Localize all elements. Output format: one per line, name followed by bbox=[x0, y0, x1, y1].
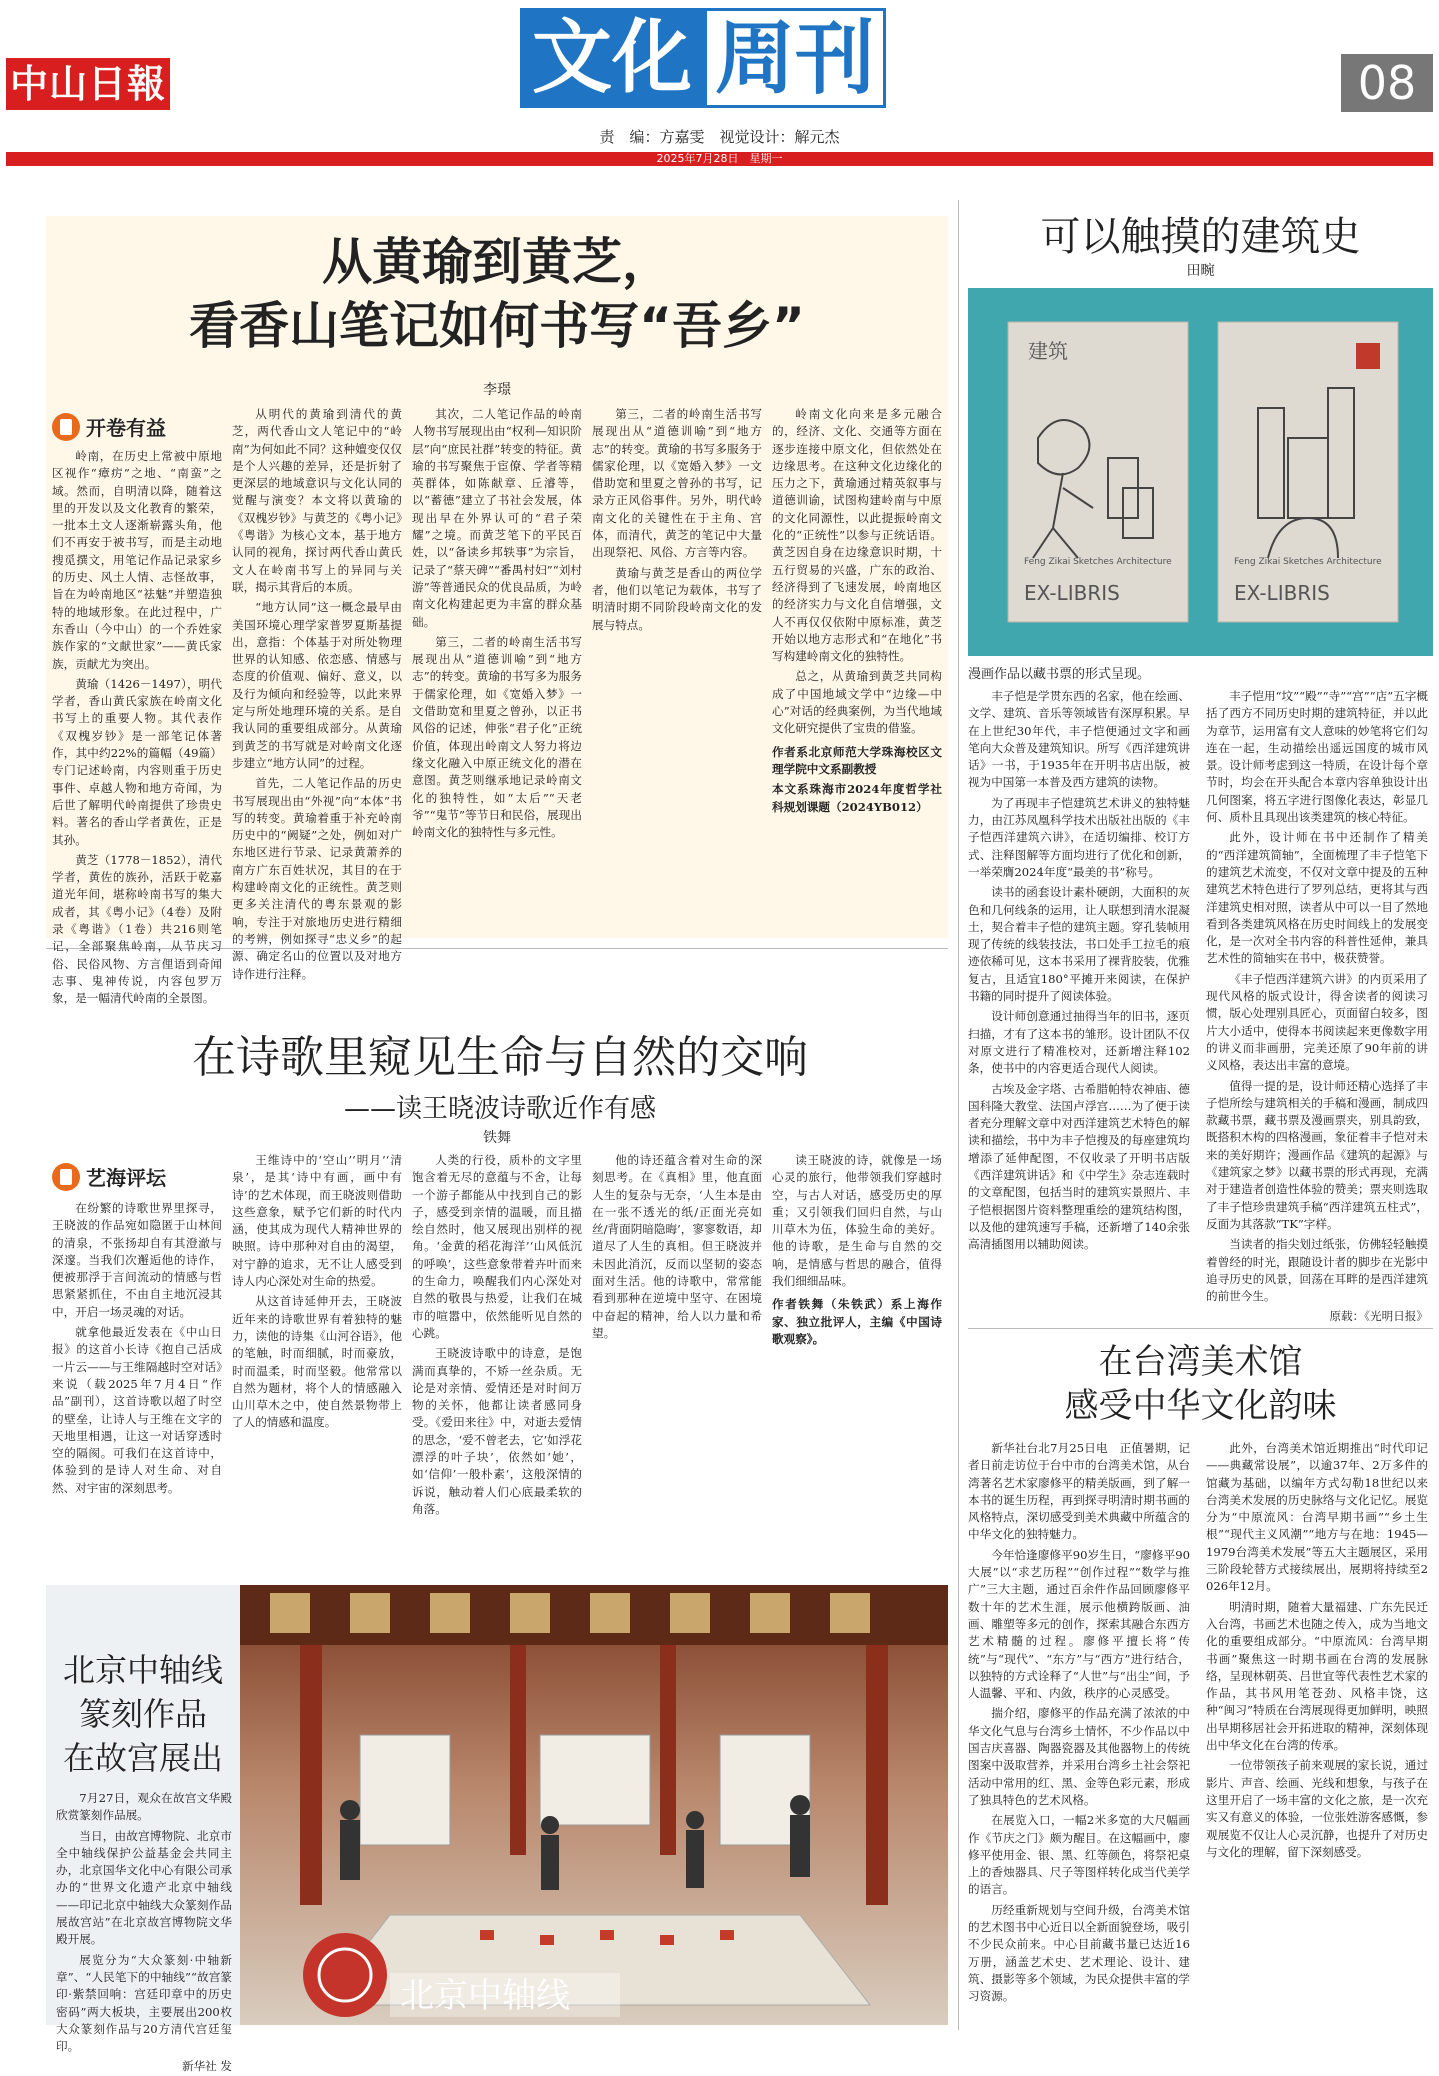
article3-title-line2: 篆刻作品 bbox=[78, 1695, 207, 1733]
paragraph: 王晓波诗歌中的诗意，是饱满而真挚的，不矫一丝杂质。无论是对亲情、爱情还是对时间万物的关怀，他都让读者感同身受。《爱田来往》中，对逝去爱情的思念，‘爱不曾老去，它’如浮花漂浮的叶子块’，依然如‘她’，如‘信仰’一般朴素‘，这般深情的诉说，触动着人们心底最柔软的角落。 bbox=[412, 1346, 582, 1516]
right2-title-line2: 感受中华文化韵味 bbox=[1064, 1386, 1337, 1426]
book-icon bbox=[52, 1163, 80, 1191]
source-note: 原载：《光明日报》 bbox=[1329, 1309, 1428, 1324]
paragraph: 第三，二者的岭南生活书写展现出从“道德训喻”到“地方志”的转变。黄瑜的书写多服务于儒家伦理，以《宽婚入梦》一文借助宽和里夏之曾孙的书写，记录方正风俗事件。另外，明代岭南文化的关键性在于主角、宫体，而清代，黄芝的笔记中大量出现祭祀、风俗、方言等内容。 bbox=[592, 407, 762, 560]
right1-col2 bbox=[1206, 688, 1428, 1324]
paragraph: 从明代的黄瑜到清代的黄芝，两代香山文人笔记中的“岭南”为何如此不同？这种嬗变仅仅是个人兴趣的差异，还是折射了更深层的地域意识与文化认同的觉醒与演变？本文将以黄瑜的《双槐岁钞》与黄芝的《粤小记》《粤谐》为核心文本，基于地方认同的视角，探讨两代香山黄氏文人在岭南书写上的异同与关联，揭示其背后的本质。 bbox=[232, 407, 402, 594]
photo-banner-text: 北京中轴线 bbox=[400, 1976, 570, 2016]
funding-note: 本文系珠海市2024年度哲学社科规划课题（2024YB012） bbox=[772, 782, 942, 814]
paragraph: 其次，二人笔记作品的岭南人物书写展现出由“权利—知识阶层”向“庶民社群”转变的特征。黄瑜的书写聚焦于宦僚、学者等精英群体，如陈献章、丘濬等，以“蓄德”建立了书社会发展，体现出早在外界认可的“君子荣耀”之境。而黄芝笔下的平民百姓，以“备读乡邦轶事”为宗旨，记录了“蔡天碑”“番禺村妇”“刘村游”等普通民众的优良品质，为岭南文化构建起更为丰富的群众基础。 bbox=[412, 407, 582, 629]
paragraph: 丰子恺用“坟”“殿”“寺”“宫”“店”五字概括了西方不同历史时期的建筑特征，并以此为章节，运用富有文人意味的妙笔将它们勾连在一起，生动描绘出遥远国度的城市风景。设计师考虑到这一特质，在设计每个章节时，均会在开头配合本章内容单独设计出几何图案，将五字进行图像化表达，彰显几何、质朴且具现出该类建筑的核心特征。 bbox=[1206, 689, 1428, 825]
book-label-2: EX-LIBRIS bbox=[1234, 581, 1330, 605]
article3-title bbox=[46, 1648, 240, 1780]
paragraph: 《丰子恺西洋建筑六讲》的内页采用了现代风格的版式设计，得舍读者的阅读习惯，版心处理别具匠心，页面留白较多，图片大小适中，使得本书阅读起来更像数字用的讲义而非画册，完美还原了90年前的讲义风格，表达出丰富的意境。 bbox=[1206, 971, 1428, 1073]
paragraph: 读书的函套设计素朴硬朗，大面积的灰色和几何线条的运用，让人联想到清水混凝土，契合着丰子恺的建筑主题。穿孔装帧用现了传统的线装技法，书口处手工拉毛的痕迹依稀可见，这本书采用了裸背胶装，优雅复古，且适宜180°平摊开来阅读，在保护书籍的同时提升了阅读体验。 bbox=[968, 885, 1190, 1004]
article1-col1 bbox=[52, 448, 222, 1006]
paragraph: 当日，由故宫博物院、北京市全中轴线保护公益基金会共同主办，北京国华文化中心有限公司承办的“世界文化遗产北京中轴线——印记北京中轴线大众篆刻作品展故宫站”在北京故宫博物院文华殿开展。 bbox=[56, 1828, 232, 1947]
paragraph: 为了再现丰子恺建筑艺术讲义的独特魅力，由江苏凤凰科学技术出版社出版的《丰子恺西洋建筑六讲》，在适切编排、校订方式、注释图解等方面均进行了优化和创新，一举荣膺2024年度“最美的书”称号。 bbox=[968, 795, 1190, 879]
editors-line: 责 编：方嘉雯 视觉设计：解元杰 bbox=[599, 128, 840, 146]
article1-col5 bbox=[772, 406, 942, 930]
paragraph: 今年恰逢廖修平90岁生日，“廖修平90大展”以“求艺历程”“创作过程”“数学与推广”三大主题，通过百余件作品回顾廖修平数十年的艺术生涯，展示他横跨版画、油画、雕塑等多元的创作，探索其融合东西方艺术精髓的过程。廖修平擅长将“传统”与“现代”、“东方”与“西方”进行结合，以独特的方式诠释了“人世”与“出尘”间，予人温馨、平和、内敛，秩序的心灵感受。 bbox=[968, 1547, 1190, 1701]
article1-col2 bbox=[232, 406, 402, 981]
paragraph: 黄瑜与黄芝是香山的两位学者，他们以笔记为载体，书写了明清时期不同阶段岭南文化的发展与特点。 bbox=[592, 565, 762, 632]
article2-subtitle: ——读王晓波诗歌近作有感 bbox=[343, 1094, 656, 1124]
newspaper-logo: 中山日報 bbox=[6, 58, 170, 110]
ex-libris-books-illustration bbox=[968, 288, 1433, 656]
author-note: 作者系北京师范大学珠海校区文理学院中文系副教授 bbox=[772, 744, 942, 776]
column-header-yihai bbox=[52, 1162, 166, 1191]
paragraph: “地方认同”这一概念最早由美国环境心理学家普罗夏斯基提出，意指：个体基于对所处物理世界的认知感、依恋感、情感与态度的价值观、偏好、意义，以及行为倾向和经验等，以此来界定与所处地理环境的关系。是自我认同的重要组成部分。从黄瑜到黄芝的书写就是对岭南文化逐步建立“地方认同”的过程。 bbox=[232, 600, 402, 770]
paragraph: 一位带领孩子前来观展的家长说，通过影片、声音、绘画、光线和想象，与孩子在这里开启了一场丰富的文化之旅，是一次充实又有意义的体验，一位张姓游客感慨，参观展览不仅让人心灵沉静，也提升了对历史与文化的理解，留下深刻感受。 bbox=[1206, 1758, 1428, 1859]
paragraph: 历经重新规划与空间升级，台湾美术馆的艺术图书中心近日以全新面貌登场，吸引不少民众前来。中心目前藏书量已达近16万册，涵盖艺术史、艺术理论、设计、建筑、摄影等多个领域，为民众提供丰富的学习资源。 bbox=[968, 1902, 1190, 2004]
paragraph: 丰子恺是学贯东西的名家，他在绘画、文学、建筑、音乐等领域皆有深厚积累。早在上世纪30年代，丰子恺便通过文字和画笔向大众普及建筑知识。所写《西洋建筑讲话》一书，于1935年在开明书店出版，被视为中国第一本普及西方建筑的读物。 bbox=[968, 689, 1190, 790]
exhibition-hall-illustration bbox=[240, 1585, 948, 2025]
article1-col3 bbox=[412, 406, 582, 930]
author-note: 作者铁舞（朱铁武）系上海作家、独立批评人，主编《中国诗歌观察》。 bbox=[772, 1297, 942, 1346]
article2-col4 bbox=[592, 1152, 762, 1570]
paragraph: 7月27日，观众在故宫文华殿欣赏篆刻作品展。 bbox=[56, 1791, 232, 1823]
right1-byline: 田畹 bbox=[1186, 263, 1215, 279]
paragraph: 此外，台湾美术馆近期推出“时代印记——典藏常设展”，以逾37年、2万多件的馆藏为基础，以编年方式勾勒18世纪以来台湾美术发展的历史脉络与文化记忆。展览分为“中原流风：台湾早期书画”“乡土生根”“现代主义风潮”“地方与在地：1945—1979台湾美术发展”等五大主题展区，采用三阶段轮替方式接续展出，展期将持续至2026年12月。 bbox=[1206, 1441, 1428, 1594]
section-title-b: 周刊 bbox=[704, 8, 886, 108]
section-title bbox=[520, 8, 886, 108]
date-bar: 2025年7月28日 星期一 bbox=[6, 152, 1433, 166]
paragraph: 当读者的指尖划过纸张，仿佛轻轻触摸着曾经的时光，跟随设计者的脚步在光影中追寻历史的风景，回荡在耳畔的是西洋建筑的前世今生。 bbox=[1206, 1237, 1428, 1304]
article1-title bbox=[46, 230, 948, 358]
paragraph: 他的诗还蕴含着对生命的深刻思考。在《真相》里，他直面人生的复杂与无奈，‘人生本是由在一张不透光的纸/正面光亮如丝/背面阴暗隐晦’，寥寥数语，却道尽了人生的真相。但王晓波并未因此消沉，反而以坚韧的姿态面对生活。他的诗歌中，常常能看到那种在逆境中坚守、在困境中奋起的精神，给人以力量和希望。 bbox=[592, 1153, 762, 1340]
paragraph: 从这首诗延伸开去，王晓波近年来的诗歌世界有着独特的魅力，读他的诗集《山河谷语》，他的笔触，时而细腻，时而豪放，时而温柔，时而坚毅。他常常以自然为题材，将个人的情感融入山川草木之中，使自然景物带上了人的情感和温度。 bbox=[232, 1294, 402, 1430]
paragraph: 岭南文化向来是多元融合的，经济、文化、交通等方面在逐步连接中原文化，但依然处在边缘思考。在这种文化边缘化的压力之下，黄瑜通过精英叙事与道德训谕，试图构建岭南与中原的文化同源性，以此提振岭南文化的“正统性”以参与正统话语。黄芝因自身在边缘意识时期，十五行贸易的兴盛，广东的政治、经济得到了飞速发展，岭南地区的经济实力与文化自信增强，文人不再仅仅依附中原标准，黄芝开始以地方志形式和“在地化”书写构建岭南文化的独特性。 bbox=[772, 407, 942, 664]
page-number: 08 bbox=[1341, 54, 1433, 112]
paragraph: 就拿他最近发表在《中山日报》的这首小长诗《抱自己活成一片云——与王维隔越时空对话》来说（载2025年7月4日“作品”副刊），这首诗歌以超了时空的壁垒，让诗人与王维在文字的天地里相遇，让这一对话穿透时空的隔阂。可我们在这首诗中，体验到的是诗人对生命、对自然、对宇宙的深刻思考。 bbox=[52, 1325, 222, 1495]
column-header-label: 艺海评坛 bbox=[86, 1166, 166, 1190]
photo-credit: 新华社 发 bbox=[181, 2059, 232, 2074]
article2-col3 bbox=[412, 1152, 582, 1570]
book-icon bbox=[52, 413, 80, 441]
right1-title: 可以触摸的建筑史 bbox=[1040, 214, 1361, 260]
article1-col4 bbox=[592, 406, 762, 930]
column-header-label: 开卷有益 bbox=[86, 416, 166, 440]
paragraph: 新华社台北7月25日电 正值暑期，记者日前走访位于台中市的台湾美术馆，从台湾著名艺术家廖修平的精美版画，到了解一本书的诞生历程，再到探寻明清时期书画的风格特点，深切感受到美术典藏中所蕴含的中华文化的独特魅力。 bbox=[968, 1441, 1190, 1542]
article1-title-line1: 从黄瑜到黄芝， bbox=[322, 233, 672, 291]
right2-col1 bbox=[968, 1440, 1190, 2025]
right2-title-line1: 在台湾美术馆 bbox=[1098, 1342, 1303, 1382]
article2-byline: 铁舞 bbox=[483, 1130, 511, 1146]
paragraph: 值得一提的是，设计师还精心选择了丰子恺所绘与建筑相关的手稿和漫画，制成四款藏书票，藏书票及漫画票夹，别具韵致，既搭积木构的四格漫画，象征着丰子恺对未来的美好期许；漫画作品《建筑的起源》与《建筑家之梦》以藏书票的形式再现，充满对于建造者创造性体验的赞美；票夹则选取了丰子恺珍贵建筑手稿“西洋建筑五柱式”，反面为其落款“TK”字样。 bbox=[1206, 1078, 1428, 1231]
paragraph: 设计师创意通过抽得当年的旧书，逐页扫描，才有了这本书的雏形。设计团队不仅对原文进行了精准校对，还新增注释102条，使书中的内容更适合现代人阅读。 bbox=[968, 1009, 1190, 1076]
article2-col5 bbox=[772, 1152, 942, 1570]
right1-col1 bbox=[968, 688, 1190, 1320]
book-tagline-1: Feng Zikai Sketches Architecture bbox=[1024, 557, 1172, 567]
right-divider bbox=[968, 1328, 1433, 1329]
paragraph: 黄芝（1778－1852），清代学者，黄佐的族孙，活跃于乾嘉道光年间，堪称岭南书写的集大成者，其《粤小记》（4卷）及附录《粤谐》（1卷）共216则笔记，全部聚焦岭南，从节庆习俗、民俗风物、方言俚语到奇闻志事、鬼神传说，内容包罗万象，是一幅清代岭南的全景图。 bbox=[52, 852, 222, 1006]
right2-col2 bbox=[1206, 1440, 1428, 2025]
paragraph: 第三，二者的岭南生活书写展现出从“道德训喻”到“地方志”的转变。黄瑜的书写多为服务于儒家伦理，如《宽婚入梦》一文借助宽和里夏之曾孙，以正书风俗的记述，伸张“君子化”正统价值，体现出岭南文人努力将边缘文化融入中原正统文化的潜在意图。黄芝则继承地记录岭南文化的独特性，如“太后”“天老爷”“鬼节”等节日和民俗，展现出岭南文化的独特性与多元性。 bbox=[412, 634, 582, 840]
paragraph: 黄瑜（1426－1497），明代学者，香山黄氏家族在岭南文化书写上的重要人物。其代表作《双槐岁钞》是一部笔记体著作，其中约22%的篇幅（49篇）专门记述岭南，内容则重于历史事件、卓越人物和地方奇闻，为后世了解明代岭南提供了珍贵史料。著名的香山学者黄佐，正是其孙。 bbox=[52, 676, 222, 847]
paragraph: 揣介绍，廖修平的作品充满了浓浓的中华文化气息与台湾乡土情怀，不少作品以中国吉庆喜器、陶器瓷器及其他器物上的传统图案中汲取营养，并采用台湾乡土社会祭祀活动中常用的红、黑、金等色彩元素，形成了独具特色的艺术风格。 bbox=[968, 1706, 1190, 1807]
article2-col1 bbox=[52, 1200, 222, 1570]
image-caption: 漫画作品以藏书票的形式呈现。 bbox=[968, 667, 1151, 682]
paragraph: 首先，二人笔记作品的历史书写展现出由“外视”向“本体”书写的转变。黄瑜着重于补充岭南历史中的“阙疑”之处，例如对广东地区进行节录、记录黄萧养的南方广东百姓状况，其目的在于构建岭南文化的正统性。黄芝则更多关注清代的粤东景观的影响，专注于对旅地历史进行精细的考辨，例如探寻“忠义乡”的起源、确定名山的位置以及对地方诗作进行注释。 bbox=[232, 776, 402, 981]
article2-title: 在诗歌里窥见生命与自然的交响 bbox=[192, 1032, 808, 1083]
right2-title bbox=[968, 1340, 1433, 1428]
article3-body bbox=[56, 1790, 232, 2074]
article1-title-line2: 看香山笔记如何书写“吾乡” bbox=[189, 297, 805, 355]
column-divider bbox=[958, 200, 959, 2030]
article3-title-line1: 北京中轴线 bbox=[62, 1651, 223, 1689]
article2-col2 bbox=[232, 1152, 402, 1570]
article1-byline: 李璟 bbox=[483, 382, 511, 398]
book-label-1: EX-LIBRIS bbox=[1024, 581, 1120, 605]
article3-title-line3: 在故宫展出 bbox=[62, 1739, 223, 1777]
paragraph: 展览分为“大众篆刻·中轴新章”、“人民笔下的中轴线”“故宫篆印·紫禁回响：宫廷印章中的历史密码”两大板块，主要展出200枚大众篆刻作品与20方清代宫廷玺印。 bbox=[56, 1952, 232, 2054]
exhibition-photo bbox=[240, 1585, 948, 2025]
book-tagline-2: Feng Zikai Sketches Architecture bbox=[1234, 557, 1382, 567]
paragraph: 岭南，在历史上常被中原地区视作“瘴疠”之地、“南蛮”之域。然而，自明清以降，随着这里的开发以及文化教育的繁荣，一批本土文人逐渐崭露头角，他们不再安于被书写，而是主动地搜觅撰文，用笔记作品记录家乡的历史、风土人情、志怪故事，旨在为岭南地区“祛魅”并塑造独特的地域形象。在此过程中，广东香山（今中山）的一个乔姓家族作家的“文献世家”——黄氏家族，贡献尤为突出。 bbox=[52, 449, 222, 671]
paragraph: 人类的行役，质朴的文字里饱含着无尽的意蕴与不舍，让每一个游子都能从中找到自己的影子，感受到亲情的温暖，而且描绘自然时，他又展现出别样的视角。‘金黄的稻花海洋’‘山风低沉的呼唤’，这些意象带着卉叶而来的生命力，唤醒我们内心深处对自然的敬畏与热爱，让我们在城市的喧嚣中，依然能听见自然的心跳。 bbox=[412, 1153, 582, 1340]
section-title-a: 文化 bbox=[520, 8, 704, 108]
book-cover-title-1: 建筑 bbox=[1028, 339, 1068, 363]
paragraph: 此外，设计师在书中还制作了精美的“西洋建筑简轴”，全面梳理了丰子恺笔下的建筑艺术流变，不仅对文章中提及的五种建筑艺术特色进行了罗列总结，更将其与西洋建筑史相对照，读者从中可以一目了然地看到各类建筑风格在历史时间线上的发展变化，是一次对全书内容的科普性延伸，兼具艺术性的简轴实在书中，极获赞誉。 bbox=[1206, 830, 1428, 966]
paragraph: 总之，从黄瑜到黄芝共同构成了中国地域文学中“边缘—中心”对话的经典案例，为当代地域文化研究提供了宝贵的借鉴。 bbox=[772, 669, 942, 736]
paragraph: 王维诗中的‘空山’‘明月’‘清泉’，是其‘诗中有画，画中有诗’的艺术体现，而王晓波则借助这些意象，赋予它们新的时代内涵，使其成为现代人精神世界的映照。诗中那种对自由的渴望，对宁静的追求，无不让人感受到诗人内心深处对生命的热爱。 bbox=[232, 1153, 402, 1289]
paragraph: 在展览入口，一幅2米多宽的大尺幅画作《节庆之门》颇为醒目。在这幅画中，廖修平使用金、银、黑、红等颜色，将祭祀桌上的香烛器具、尺子等图样转化成当代美学的语言。 bbox=[968, 1813, 1190, 1897]
paragraph: 明清时期，随着大量福建、广东先民迁入台湾，书画艺术也随之传入，成为当地文化的重要组成部分。“中原流风：台湾早期书画”聚焦这一时期书画在台湾的发展脉络，呈现林朝英、吕世宜等代表性艺术家的作品，其书风用笔苍劲、风格丰饶，这种“闽习”特质在台湾展现得更加鲜明，映照出早期移居社会开拓进取的精神，深刻体现出中华文化在台湾的传承。 bbox=[1206, 1599, 1428, 1753]
book-cover-image bbox=[968, 288, 1433, 656]
column-header-kaijuan bbox=[52, 412, 166, 441]
paragraph: 在纷繁的诗歌世界里探寻，王晓波的作品宛如隐匿于山林间的清泉，不张扬却自有其澄澈与深邃。当我们次邂逅他的诗作，便被那浮于言间流动的情感与哲思紧紧抓住，不由自主地沉浸其中，开启一场灵魂的对话。 bbox=[52, 1201, 222, 1319]
paragraph: 读王晓波的诗，就像是一场心灵的旅行，他带领我们穿越时空，与古人对话，感受历史的厚重；又引领我们回归自然，与山川草木为伍，体验生命的美好。他的诗歌，是生命与自然的交响，是情感与哲思的融合，值得我们细细品味。 bbox=[772, 1153, 942, 1289]
paragraph: 古埃及金字塔、古希腊帕特农神庙、德国科隆大教堂、法国卢浮宫……为了便于读者充分理解文章中对西洋建筑艺术特色的解读和描绘，书中为丰子恺搜及的每座建筑均增添了延伸配图，不仅收录了开明书店版《西洋建筑讲话》和《中学生》杂志连载时的文章配图，包括当时的建筑实景照片、丰子恺根据图片资料整理重绘的建筑结构图，以及他的建筑速写手稿，还新增了140余张高清插图用以辅助阅读。 bbox=[968, 1081, 1190, 1252]
